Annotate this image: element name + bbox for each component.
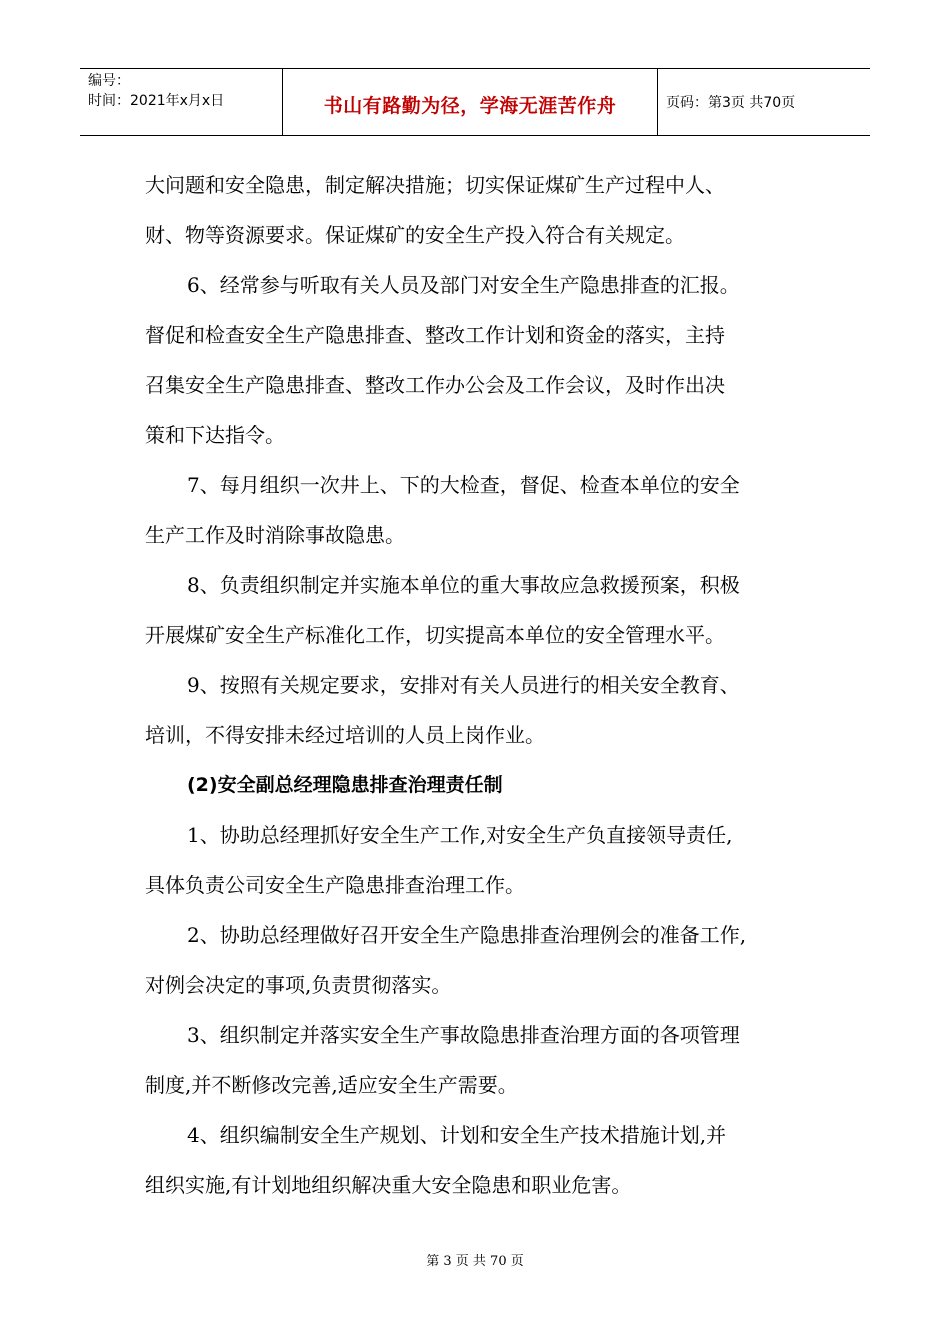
paragraph-start-line: 7、每月组织一次井上、下的大检查，督促、检查本单位的安全: [187, 473, 740, 497]
body-line: 策和下达指令。: [145, 423, 285, 447]
body-line: 督促和检查安全生产隐患排查、整改工作计划和资金的落实，主持: [145, 323, 725, 347]
header-motto-cell: [282, 69, 658, 135]
document-date-label: 时间：2021年x月x日: [88, 93, 225, 109]
body-line: 组织实施,有计划地组织解决重大安全隐患和职业危害。: [145, 1173, 632, 1197]
body-line: 培训，不得安排未经过培训的人员上岗作业。: [145, 723, 545, 747]
body-line: 财、物等资源要求。保证煤矿的安全生产投入符合有关规定。: [145, 223, 685, 247]
paragraph-start-line: 2、协助总经理做好召开安全生产隐患排查治理例会的准备工作,: [187, 923, 747, 947]
body-line: 开展煤矿安全生产标准化工作，切实提高本单位的安全管理水平。: [145, 623, 725, 647]
header-page-info: 页码：第3页 共70页: [666, 95, 796, 111]
paragraph-start-line: 3、组织制定并落实安全生产事故隐患排查治理方面的各项管理: [187, 1023, 740, 1047]
body-line: 召集安全生产隐患排查、整改工作办公会及工作会议，及时作出决: [145, 373, 725, 397]
paragraph-start-line: 4、组织编制安全生产规划、计划和安全生产技术措施计划,并: [187, 1123, 727, 1147]
document-number-label: 编号：: [88, 73, 130, 89]
body-line: 制度,并不断修改完善,适应安全生产需要。: [145, 1073, 518, 1097]
paragraph-start-line: 9、按照有关规定要求，安排对有关人员进行的相关安全教育、: [187, 673, 740, 697]
section-heading: (2)安全副总经理隐患排查治理责任制: [187, 774, 503, 796]
paragraph-start-line: 8、负责组织制定并实施本单位的重大事故应急救援预案，积极: [187, 573, 740, 597]
body-line: 大问题和安全隐患，制定解决措施；切实保证煤矿生产过程中人、: [145, 173, 725, 197]
body-line: 具体负责公司安全生产隐患排查治理工作。: [145, 873, 525, 897]
body-line: 对例会决定的事项,负责贯彻落实。: [145, 973, 452, 997]
page-header: [80, 68, 870, 136]
header-meta: [80, 69, 282, 135]
header-motto: 书山有路勤为径，学海无涯苦作舟: [323, 94, 617, 117]
header-page-info-cell: [658, 69, 870, 135]
paragraph-start-line: 1、协助总经理抓好安全生产工作,对安全生产负直接领导责任,: [187, 823, 733, 847]
page-footer: 第 3 页 共 70 页: [426, 1254, 524, 1269]
document-body: [145, 160, 810, 1210]
paragraph-start-line: 6、经常参与听取有关人员及部门对安全生产隐患排查的汇报。: [187, 273, 740, 297]
body-line: 生产工作及时消除事故隐患。: [145, 523, 405, 547]
